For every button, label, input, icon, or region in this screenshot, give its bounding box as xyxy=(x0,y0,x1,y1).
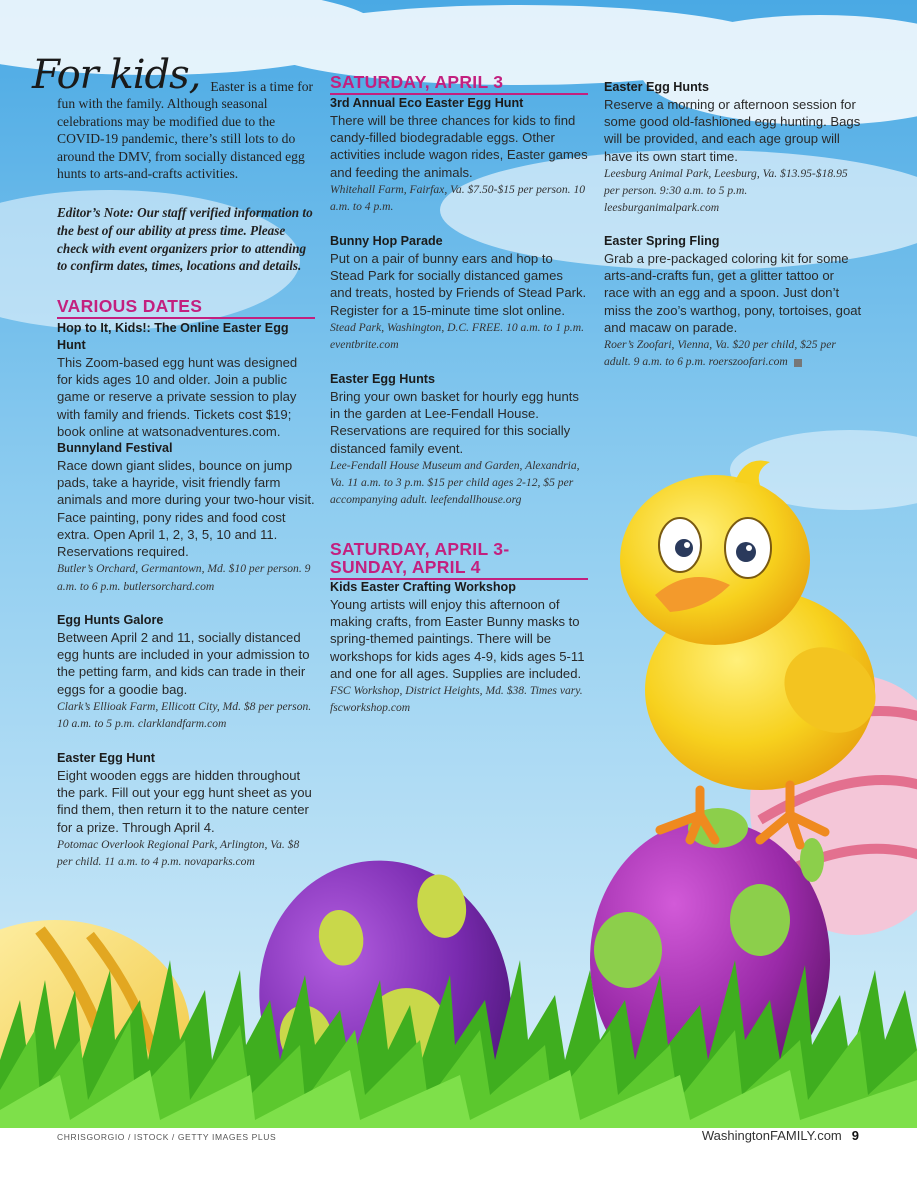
event-item xyxy=(604,79,862,217)
intro-text: Easter is a time for fun with the family. Although seasonal celebrations may be modified due to the COVID-19 pandemic, there’s still lots to do around the DMV, from socially distanced egg hunts to arts-and-crafts activities. xyxy=(57,79,314,182)
event-description: There will be three chances for kids to find candy-filled biodegradable eggs. Other activities include wagon rides, Easter games and feeding the animals. xyxy=(330,113,588,180)
event-item xyxy=(57,750,315,870)
section-heading: VARIOUS DATES xyxy=(57,296,203,316)
page-number: 9 xyxy=(851,1128,859,1143)
event-details: Whitehall Farm, Fairfax, Va. $7.50-$15 per person. 10 a.m. to 4 p.m. xyxy=(330,182,586,214)
event-item xyxy=(57,440,315,595)
footer-site xyxy=(702,1128,859,1143)
event-item xyxy=(330,95,588,215)
photo-credit: CHRISGORGIO / ISTOCK / GETTY IMAGES PLUS xyxy=(57,1132,277,1142)
event-title: Bunnyland Festival xyxy=(57,441,173,455)
end-of-article-square-icon xyxy=(794,359,802,367)
event-details: Lee-Fendall House Museum and Garden, Alexandria, Va. 11 a.m. to 3 p.m. $15 per child ages 2-12, $5 per accompanying adult. leefendallhouse.org xyxy=(330,458,580,507)
event-description: Race down giant slides, bounce on jump pads, take a hayride, visit friendly farm animals and more during your two-hour visit. Face painting, pony rides and food cost extra. Open April 1, 2, 3, 5, 10 and 11. Reservations required. xyxy=(57,458,315,560)
section-heading: SATURDAY, APRIL 3 xyxy=(330,72,504,92)
event-description: Bring your own basket for hourly egg hunts in the garden at Lee-Fendall House. Reservations are required for this socially distanced family event. xyxy=(330,389,579,456)
section-various-dates xyxy=(57,297,315,322)
event-description: Reserve a morning or afternoon session for some good old-fashioned egg hunting. Bags will be provided, and each age group will have its own start time. xyxy=(604,97,861,164)
section-rule xyxy=(57,317,315,319)
section-heading: SATURDAY, APRIL 3- SUNDAY, APRIL 4 xyxy=(330,539,510,577)
event-title: Hop to It, Kids!: The Online Easter Egg Hunt xyxy=(57,321,289,352)
event-title: Easter Egg Hunt xyxy=(57,751,155,765)
event-description: Put on a pair of bunny ears and hop to Stead Park for socially distanced games and treats, hosted by Friends of Stead Park. Register for a 15-minute time slot online. xyxy=(330,251,587,318)
event-title: Kids Easter Crafting Workshop xyxy=(330,580,516,594)
intro-block xyxy=(32,52,315,275)
section-saturday-april-3 xyxy=(330,73,588,98)
event-item xyxy=(330,371,588,509)
event-description: Grab a pre-packaged coloring kit for some arts-and-crafts fun, get a glitter tattoo or race with an egg and a spoon. Just don’t miss the zoo’s warthog, pony, tortoises, goat and macaw on parade. xyxy=(604,251,862,335)
event-title: Easter Spring Fling xyxy=(604,234,720,248)
event-details: Clark’s Ellioak Farm, Ellicott City, Md. $8 per person. 10 a.m. to 5 p.m. clarklandfarm.com xyxy=(57,699,312,731)
event-item xyxy=(330,233,588,353)
event-title: Egg Hunts Galore xyxy=(57,613,164,627)
event-title: Bunny Hop Parade xyxy=(330,234,443,248)
section-saturday-sunday xyxy=(330,540,588,583)
editors-note: Editor’s Note: Our staff verified information to the best of our ability at press time. Please check with event organizers prior to attending to confirm dates, times, locations and details. xyxy=(57,205,313,274)
event-item xyxy=(57,320,315,440)
event-title: Easter Egg Hunts xyxy=(330,372,435,386)
site-name: WashingtonFAMILY.com xyxy=(701,1128,842,1143)
event-description: Between April 2 and 11, socially distanced egg hunts are included in your admission to the petting farm, and kids can trade in their eggs for a goodie bag. xyxy=(57,630,310,697)
event-description: Young artists will enjoy this afternoon of making crafts, from Easter Bunny masks to spring-themed paintings. There will be workshops for kids ages 4-9, kids ages 5-11 and one for all ages. Supplies are included. xyxy=(330,597,585,681)
event-title: 3rd Annual Eco Easter Egg Hunt xyxy=(330,96,524,110)
event-description: Eight wooden eggs are hidden throughout the park. Fill out your egg hunt sheet as you find them, then return it to the nature center for a prize. Through April 4. xyxy=(57,768,312,835)
event-details: Leesburg Animal Park, Leesburg, Va. $13.95-$18.95 per person. 9:30 a.m. to 5 p.m. leesburganimalpark.com xyxy=(604,166,848,215)
event-details: FSC Workshop, District Heights, Md. $38. Times vary. fscworkshop.com xyxy=(330,684,583,715)
event-details: Stead Park, Washington, D.C. FREE. 10 a.m. to 1 p.m. eventbrite.com xyxy=(330,320,584,352)
event-title: Easter Egg Hunts xyxy=(604,80,709,94)
event-item xyxy=(57,612,315,732)
event-details: Roer’s Zoofari, Vienna, Va. $20 per child, $25 per adult. 9 a.m. to 6 p.m. roerszoofari.com xyxy=(604,338,836,369)
event-details: Butler’s Orchard, Germantown, Md. $10 per person. 9 a.m. to 6 p.m. butlersorchard.com xyxy=(57,562,311,593)
event-description: This Zoom-based egg hunt was designed for kids ages 10 and older. Join a public game or reserve a private session to play with family and friends. Tickets cost $19; book online at watsonadventures.com. xyxy=(57,355,298,439)
for-kids-heading: For kids, xyxy=(32,52,201,98)
event-item xyxy=(604,233,862,371)
event-details: Potomac Overlook Regional Park, Arlington, Va. $8 per child. 11 a.m. to 4 p.m. novaparks.com xyxy=(57,837,300,869)
event-item xyxy=(330,579,588,717)
